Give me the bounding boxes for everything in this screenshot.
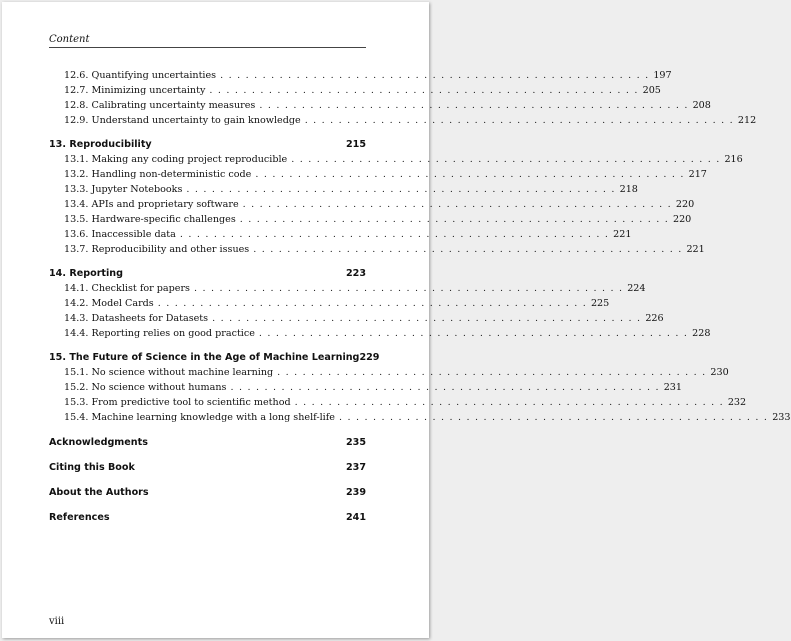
toc-section-text: Machine learning knowledge with a long shelf-life [91,412,335,423]
dot-leader: . . . . . . . . . . . . . . . . . . . . . . . . . . . . . . . . . . . . . . . . . . . . . . . . . . . [179,229,610,240]
toc-section-text: Datasheets for Datasets [91,313,209,324]
toc-section-number: 15.2. [64,382,89,393]
toc-section-number: 13.2. [64,169,89,180]
toc-section-number: 12.8. [64,100,89,111]
toc-section-number: 12.6. [64,70,89,81]
toc-page-number: 231 [663,382,683,393]
toc-heading-title: Acknowledgments [49,437,148,448]
dot-leader: . . . . . . . . . . . . . . . . . . . . . . . . . . . . . . . . . . . . . . . . . . . . . . . . . . . [186,184,616,195]
toc-page-number: 230 [710,367,729,378]
toc-section-number: 13.3. [64,184,89,195]
dot-leader: . . . . . . . . . . . . . . . . . . . . . . . . . . . . . . . . . . . . . . . . . . . . . . . . . . . [277,367,707,378]
spacer [49,450,366,460]
dot-leader: . . . . . . . . . . . . . . . . . . . . . . . . . . . . . . . . . . . . . . . . . . . . . . . . . . . [212,313,642,324]
toc-section-entry[interactable] [49,365,729,380]
toc-section-number: 15.3. [64,397,89,408]
toc-section-text: Minimizing uncertainty [91,85,206,96]
toc-section-entry[interactable] [49,83,661,98]
toc-page-number: 235 [345,437,366,448]
toc-section-entry[interactable] [49,68,672,83]
header-rule [49,47,366,48]
toc-section-title [64,311,208,326]
toc-section-entry[interactable] [49,311,664,326]
toc-backmatter-entry[interactable] [49,435,366,450]
toc-chapter-entry[interactable] [49,137,366,152]
toc-page-number: 221 [613,229,632,240]
toc-section-title [64,212,236,227]
toc-section-text: Calibrating uncertainty measures [91,100,256,111]
toc-section-number: 14.1. [64,283,89,294]
toc-section-text: APIs and proprietary software [91,199,239,210]
toc-page-number: 229 [359,352,380,363]
toc-backmatter-entry[interactable] [49,510,366,525]
dot-leader: . . . . . . . . . . . . . . . . . . . . . . . . . . . . . . . . . . . . . . . . . . . . . . . . . . . [294,397,724,408]
toc-section-text: Inaccessible data [91,229,176,240]
toc-section-number: 13.1. [64,154,89,165]
toc-page-number: 226 [645,313,664,324]
toc-section-entry[interactable] [49,113,757,128]
toc-section-number: 14.2. [64,298,89,309]
toc-backmatter-entry[interactable] [49,485,366,500]
toc-page-number: 215 [345,139,366,150]
toc-page-number: 225 [590,298,610,309]
spacer [49,341,366,350]
dot-leader: . . . . . . . . . . . . . . . . . . . . . . . . . . . . . . . . . . . . . . . . . . . . . . . . . . . [209,85,639,96]
toc-section-title [64,410,335,425]
toc-section-text: Model Cards [91,298,154,309]
dot-leader: . . . . . . . . . . . . . . . . . . . . . . . . . . . . . . . . . . . . . . . . . . . . . . . . . . . [253,244,683,255]
toc-section-title [64,68,216,83]
table-of-contents [49,68,791,525]
dot-leader: . . . . . . . . . . . . . . . . . . . . . . . . . . . . . . . . . . . . . . . . . . . . . . . . . . . [239,214,669,225]
spacer [49,475,366,485]
toc-page-number: 220 [672,214,692,225]
running-header: Content [49,34,90,45]
toc-heading-title: About the Authors [49,487,149,498]
toc-section-title [64,395,291,410]
toc-heading-title: References [49,512,110,523]
toc-section-title [64,326,255,341]
toc-section-number: 13.7. [64,244,89,255]
toc-section-number: 13.5. [64,214,89,225]
dot-leader: . . . . . . . . . . . . . . . . . . . . . . . . . . . . . . . . . . . . . . . . . . . . . . . . . . . [304,115,734,126]
toc-section-number: 15.4. [64,412,89,423]
toc-page-number: 233 [772,412,791,423]
toc-page-number: 197 [653,70,672,81]
toc-section-text: Quantifying uncertainties [91,70,217,81]
toc-page-number: 221 [686,244,705,255]
toc-page-number: 218 [619,184,638,195]
toc-page-number: 223 [345,268,366,279]
toc-section-text: Handling non-deterministic code [91,169,252,180]
toc-section-title [64,182,182,197]
toc-heading-title: Citing this Book [49,462,135,473]
toc-page-number: 216 [724,154,743,165]
toc-heading-title: 13. Reproducibility [49,139,152,150]
dot-leader: . . . . . . . . . . . . . . . . . . . . . . . . . . . . . . . . . . . . . . . . . . . . . . . . . . . [230,382,660,393]
toc-section-title [64,227,176,242]
toc-section-title [64,365,273,380]
toc-section-entry[interactable] [49,212,692,227]
toc-section-entry[interactable] [49,227,632,242]
toc-page-number: 237 [345,462,366,473]
toc-chapter-entry[interactable] [49,266,366,281]
toc-section-number: 15.1. [64,367,89,378]
toc-section-title [64,167,251,182]
toc-section-entry[interactable] [49,197,695,212]
toc-page-number: 205 [642,85,661,96]
dot-leader: . . . . . . . . . . . . . . . . . . . . . . . . . . . . . . . . . . . . . . . . . . . . . . . . . . . [157,298,587,309]
toc-section-number: 14.3. [64,313,89,324]
toc-section-entry[interactable] [49,380,683,395]
spacer [49,500,366,510]
toc-section-text: No science without humans [91,382,227,393]
toc-section-title [64,281,190,296]
toc-section-title [64,83,205,98]
toc-heading-title: 15. The Future of Science in the Age of Machine Learning [49,352,360,363]
toc-page-number: 239 [345,487,366,498]
toc-section-entry[interactable] [49,152,743,167]
toc-section-text: Reporting relies on good practice [91,328,255,339]
toc-page-number: 220 [675,199,695,210]
toc-section-number: 13.4. [64,199,89,210]
toc-section-text: Reproducibility and other issues [91,244,250,255]
spacer [49,425,366,435]
dot-leader: . . . . . . . . . . . . . . . . . . . . . . . . . . . . . . . . . . . . . . . . . . . . . . . . . . . [259,100,689,111]
dot-leader: . . . . . . . . . . . . . . . . . . . . . . . . . . . . . . . . . . . . . . . . . . . . . . . . . . . [193,283,624,294]
toc-page-number: 228 [692,328,711,339]
toc-section-entry[interactable] [49,182,638,197]
dot-leader: . . . . . . . . . . . . . . . . . . . . . . . . . . . . . . . . . . . . . . . . . . . . . . . . . . . [291,154,721,165]
toc-section-number: 13.6. [64,229,89,240]
document-page [2,2,791,638]
toc-backmatter-entry[interactable] [49,460,366,475]
toc-section-title [64,197,239,212]
dot-leader: . . . . . . . . . . . . . . . . . . . . . . . . . . . . . . . . . . . . . . . . . . . . . . . . . . . [242,199,672,210]
toc-section-number: 14.4. [64,328,89,339]
toc-heading-title: 14. Reporting [49,268,123,279]
toc-section-title [64,296,154,311]
spacer [49,128,366,137]
toc-section-entry[interactable] [49,98,711,113]
toc-section-text: Jupyter Notebooks [91,184,183,195]
toc-page-number: 224 [627,283,646,294]
toc-section-text: From predictive tool to scientific method [91,397,291,408]
toc-page-number: 241 [345,512,366,523]
toc-section-text: No science without machine learning [91,367,274,378]
dot-leader: . . . . . . . . . . . . . . . . . . . . . . . . . . . . . . . . . . . . . . . . . . . . . . . . . . . [258,328,689,339]
toc-chapter-entry[interactable] [49,350,380,365]
toc-section-title [64,113,301,128]
toc-section-title [64,242,249,257]
toc-section-entry[interactable] [49,242,705,257]
toc-section-entry[interactable] [49,395,747,410]
toc-section-entry[interactable] [49,326,711,341]
toc-section-entry[interactable] [49,296,610,311]
spacer [49,257,366,266]
toc-section-title [64,380,226,395]
dot-leader: . . . . . . . . . . . . . . . . . . . . . . . . . . . . . . . . . . . . . . . . . . . . . . . . . . . [220,70,650,81]
toc-section-text: Making any coding project reproducible [91,154,288,165]
toc-section-entry[interactable] [49,281,646,296]
toc-section-entry[interactable] [49,167,707,182]
toc-section-title [64,152,287,167]
toc-page-number: 232 [727,397,747,408]
toc-section-number: 12.7. [64,85,89,96]
toc-section-number: 12.9. [64,115,89,126]
dot-leader: . . . . . . . . . . . . . . . . . . . . . . . . . . . . . . . . . . . . . . . . . . . . . . . . . . . [255,169,685,180]
toc-page-number: 208 [692,100,711,111]
toc-page-number: 217 [688,169,707,180]
toc-section-entry[interactable] [49,410,791,425]
toc-page-number: 212 [737,115,757,126]
toc-section-text: Hardware-specific challenges [91,214,236,225]
toc-section-title [64,98,255,113]
toc-section-text: Understand uncertainty to gain knowledge [91,115,301,126]
toc-section-text: Checklist for papers [91,283,190,294]
page-number: viii [49,616,65,627]
dot-leader: . . . . . . . . . . . . . . . . . . . . . . . . . . . . . . . . . . . . . . . . . . . . . . . . . . . [338,412,769,423]
